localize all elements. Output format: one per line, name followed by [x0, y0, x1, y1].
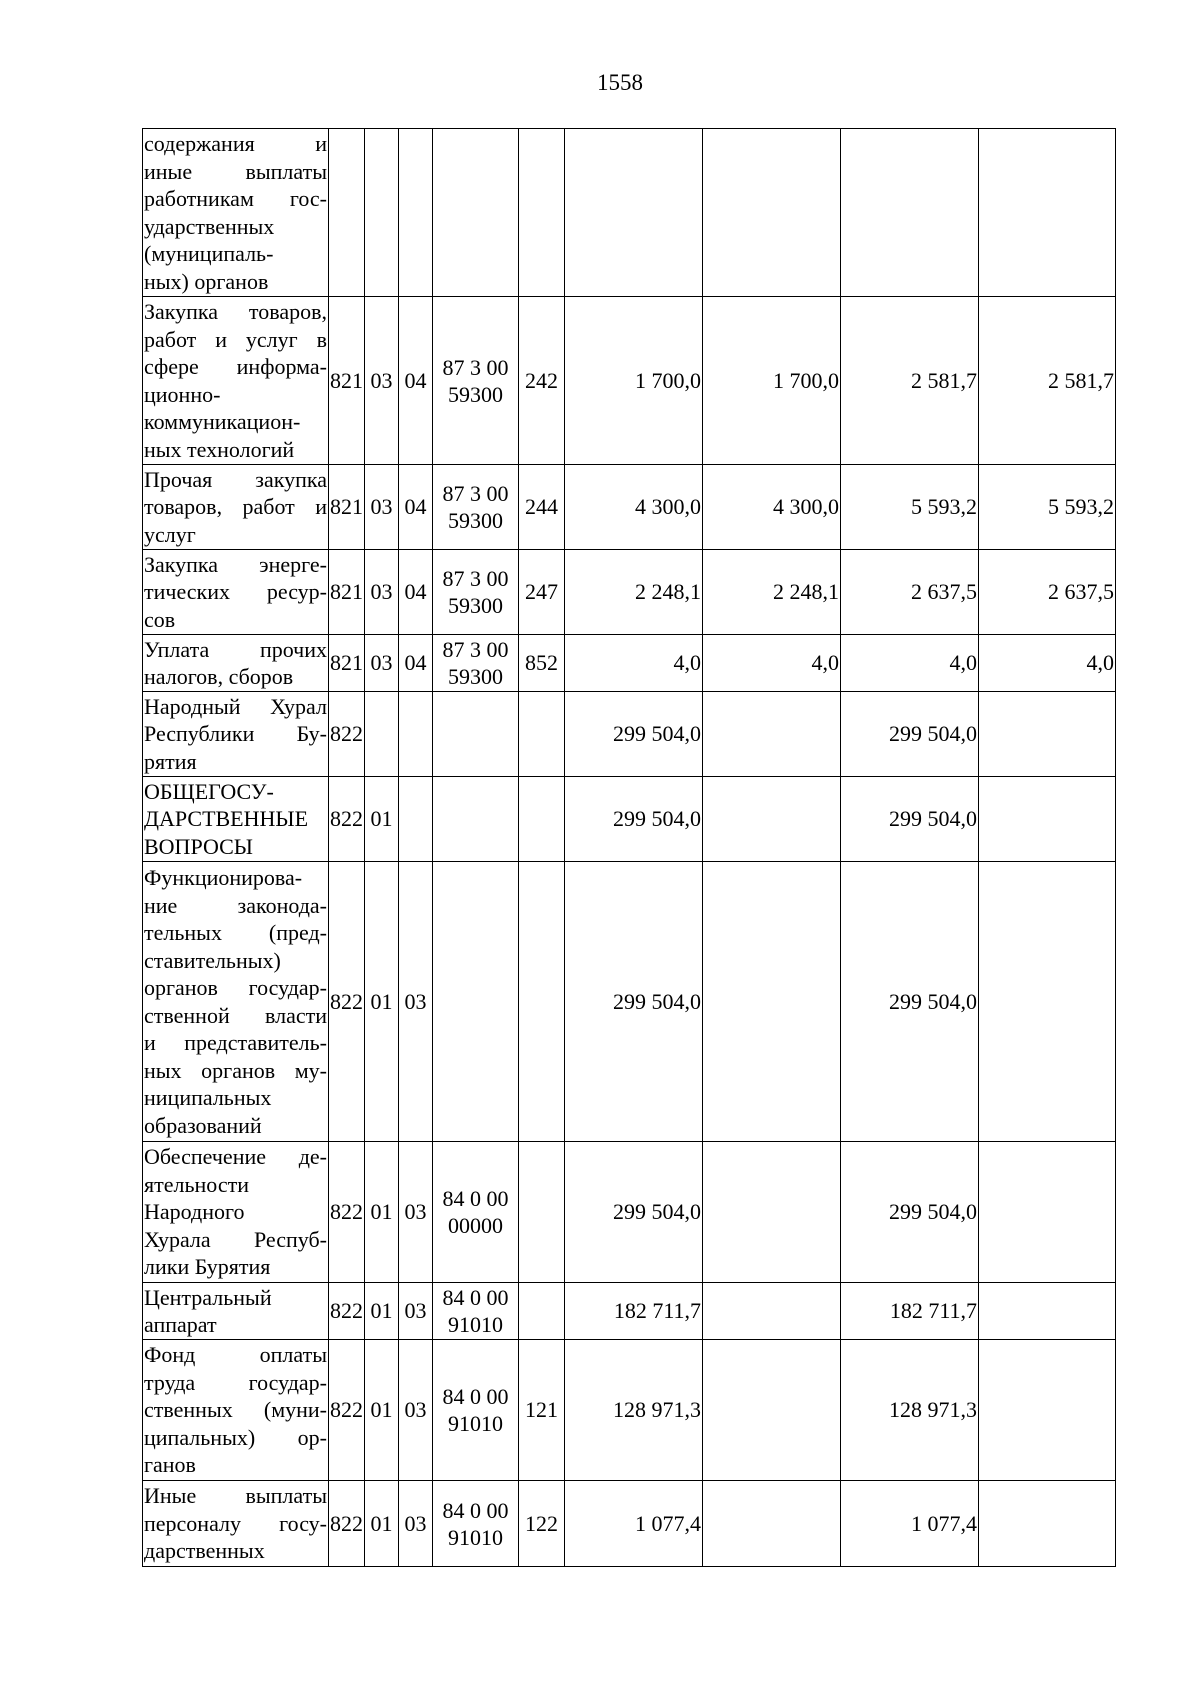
- row-name-line: ударственных: [144, 213, 275, 239]
- amount-2: [703, 1340, 841, 1481]
- row-name-line: и представитель-: [144, 1030, 327, 1055]
- amount-3: 5 593,2: [841, 465, 979, 550]
- table-row: [143, 1340, 1116, 1481]
- expense-type-code: 852: [519, 635, 565, 692]
- row-name-line: (муниципаль-: [144, 241, 274, 266]
- table-row: [143, 1142, 1116, 1283]
- row-name: [143, 777, 329, 862]
- grbs-code: 821: [329, 550, 365, 635]
- subsection-code: 04: [399, 550, 433, 635]
- subsection-code: 04: [399, 465, 433, 550]
- row-name-line: рятия: [144, 748, 197, 774]
- page-number: 1558: [597, 70, 643, 95]
- section-code: 01: [365, 862, 399, 1142]
- table-row: [143, 297, 1116, 465]
- target-article-code: [433, 129, 519, 297]
- section-code: 01: [365, 1283, 399, 1340]
- grbs-code: 822: [329, 1340, 365, 1481]
- subsection-code: 03: [399, 862, 433, 1142]
- amount-3: 2 581,7: [841, 297, 979, 465]
- grbs-code: 821: [329, 635, 365, 692]
- expense-type-code: [519, 862, 565, 1142]
- section-code: 03: [365, 550, 399, 635]
- row-name-line: ние законода-: [144, 892, 327, 918]
- subsection-code: 03: [399, 1142, 433, 1283]
- row-name: [143, 1283, 329, 1340]
- table-row: [143, 129, 1116, 297]
- budget-table: [142, 128, 1116, 1567]
- row-name-line: труда государ-: [144, 1369, 327, 1395]
- subsection-code: 04: [399, 297, 433, 465]
- row-name-line: ных технологий: [144, 436, 295, 462]
- row-name-line: ных органов му-: [144, 1057, 327, 1083]
- row-name-line: тельных (пред-: [144, 920, 327, 945]
- row-name-line: Закупка энерге-: [144, 551, 327, 577]
- row-name-line: сов: [144, 606, 176, 632]
- row-name-line: ственной власти: [144, 1002, 327, 1028]
- grbs-code: 821: [329, 465, 365, 550]
- expense-type-code: 244: [519, 465, 565, 550]
- amount-3: 299 504,0: [841, 692, 979, 777]
- table-row: [143, 777, 1116, 862]
- target-article-code: 87 3 00 59300: [433, 465, 519, 550]
- grbs-code: 822: [329, 1142, 365, 1283]
- expense-type-code: [519, 1142, 565, 1283]
- amount-2: [703, 1142, 841, 1283]
- row-name-line: Иные выплаты: [144, 1483, 327, 1509]
- expense-type-code: 247: [519, 550, 565, 635]
- row-name-line: ципальных) ор-: [144, 1424, 327, 1450]
- target-article-code: 84 0 00 91010: [433, 1481, 519, 1567]
- amount-3: 299 504,0: [841, 1142, 979, 1283]
- section-code: 03: [365, 297, 399, 465]
- row-name-line: тических ресур-: [144, 579, 327, 605]
- target-article-code: 87 3 00 59300: [433, 635, 519, 692]
- table-row: [143, 1283, 1116, 1340]
- subsection-code: 04: [399, 635, 433, 692]
- grbs-code: 822: [329, 862, 365, 1142]
- section-code: 01: [365, 777, 399, 862]
- row-name-line: Народный Хурал: [144, 693, 327, 719]
- expense-type-code: [519, 777, 565, 862]
- amount-1: [565, 129, 703, 297]
- section-code: [365, 129, 399, 297]
- subsection-code: 03: [399, 1283, 433, 1340]
- row-name-line: Уплата прочих: [144, 636, 327, 662]
- target-article-code: 87 3 00 59300: [433, 550, 519, 635]
- row-name-line: Фонд оплаты: [144, 1342, 327, 1368]
- subsection-code: 03: [399, 1481, 433, 1567]
- row-name-line: работ и услуг в: [144, 326, 327, 352]
- amount-2: [703, 1283, 841, 1340]
- amount-3: 128 971,3: [841, 1340, 979, 1481]
- row-name: [143, 862, 329, 1142]
- row-name-line: Закупка товаров,: [144, 299, 327, 324]
- amount-4: [979, 129, 1116, 297]
- subsection-code: [399, 692, 433, 777]
- row-name-line: Центральный: [144, 1284, 272, 1310]
- target-article-code: 84 0 00 91010: [433, 1283, 519, 1340]
- amount-2: [703, 692, 841, 777]
- target-article-code: 84 0 00 91010: [433, 1340, 519, 1481]
- row-name-line: Народного: [144, 1199, 245, 1225]
- expense-type-code: 122: [519, 1481, 565, 1567]
- amount-2: 4 300,0: [703, 465, 841, 550]
- row-name: [143, 692, 329, 777]
- amount-2: 1 700,0: [703, 297, 841, 465]
- section-code: 03: [365, 635, 399, 692]
- expense-type-code: 242: [519, 297, 565, 465]
- amount-1: 4 300,0: [565, 465, 703, 550]
- row-name-line: Хурала Респуб-: [144, 1226, 327, 1252]
- row-name-line: ятельности: [144, 1171, 249, 1197]
- row-name-line: содержания и: [144, 131, 327, 156]
- amount-2: [703, 777, 841, 862]
- amount-3: 182 711,7: [841, 1283, 979, 1340]
- section-code: 01: [365, 1142, 399, 1283]
- grbs-code: 821: [329, 297, 365, 465]
- row-name: [143, 550, 329, 635]
- amount-3: 1 077,4: [841, 1481, 979, 1567]
- amount-1: 299 504,0: [565, 862, 703, 1142]
- row-name: [143, 635, 329, 692]
- table-row: [143, 465, 1116, 550]
- row-name-line: органов государ-: [144, 975, 327, 1000]
- amount-2: [703, 862, 841, 1142]
- amount-4: 2 581,7: [979, 297, 1116, 465]
- amount-3: 4,0: [841, 635, 979, 692]
- amount-1: 1 077,4: [565, 1481, 703, 1567]
- section-code: 03: [365, 465, 399, 550]
- target-article-code: 84 0 00 00000: [433, 1142, 519, 1283]
- amount-4: [979, 777, 1116, 862]
- amount-3: 299 504,0: [841, 862, 979, 1142]
- grbs-code: 822: [329, 692, 365, 777]
- row-name-line: Обеспечение де-: [144, 1144, 327, 1170]
- expense-type-code: [519, 692, 565, 777]
- grbs-code: 822: [329, 1283, 365, 1340]
- row-name-line: ставительных): [144, 947, 281, 973]
- row-name: [143, 465, 329, 550]
- table-row: [143, 1481, 1116, 1567]
- row-name: [143, 297, 329, 465]
- amount-3: [841, 129, 979, 297]
- amount-4: [979, 1283, 1116, 1340]
- row-name-line: Республики Бу-: [144, 721, 327, 747]
- section-code: 01: [365, 1481, 399, 1567]
- amount-1: 4,0: [565, 635, 703, 692]
- row-name: [143, 1142, 329, 1283]
- row-name-line: работникам гос-: [144, 186, 327, 211]
- budget-table-body: [143, 129, 1116, 1567]
- table-row: [143, 692, 1116, 777]
- row-name-line: Функционирова-: [144, 865, 303, 890]
- row-name-line: ОБЩЕГОСУ-: [144, 778, 274, 804]
- row-name-line: услуг: [144, 521, 196, 547]
- amount-2: [703, 1481, 841, 1567]
- amount-3: 2 637,5: [841, 550, 979, 635]
- amount-4: [979, 862, 1116, 1142]
- row-name-line: ниципальных: [144, 1085, 272, 1110]
- amount-1: 299 504,0: [565, 777, 703, 862]
- row-name-line: ганов: [144, 1452, 196, 1478]
- row-name-line: ВОПРОСЫ: [144, 833, 253, 859]
- row-name-line: образований: [144, 1112, 262, 1138]
- amount-1: 299 504,0: [565, 1142, 703, 1283]
- expense-type-code: 121: [519, 1340, 565, 1481]
- target-article-code: 87 3 00 59300: [433, 297, 519, 465]
- row-name-line: ДАРСТВЕННЫЕ: [144, 806, 309, 832]
- row-name: [143, 1481, 329, 1567]
- target-article-code: [433, 777, 519, 862]
- amount-1: 1 700,0: [565, 297, 703, 465]
- amount-1: 2 248,1: [565, 550, 703, 635]
- amount-4: [979, 692, 1116, 777]
- row-name-line: налогов, сборов: [144, 664, 294, 689]
- amount-1: 299 504,0: [565, 692, 703, 777]
- amount-4: [979, 1481, 1116, 1567]
- section-code: [365, 692, 399, 777]
- row-name: [143, 1340, 329, 1481]
- row-name-line: коммуникацион-: [144, 409, 301, 434]
- target-article-code: [433, 692, 519, 777]
- row-name-line: сфере информа-: [144, 354, 327, 379]
- amount-4: 2 637,5: [979, 550, 1116, 635]
- row-name-line: лики Бурятия: [144, 1254, 271, 1280]
- amount-4: [979, 1142, 1116, 1283]
- grbs-code: [329, 129, 365, 297]
- subsection-code: 03: [399, 1340, 433, 1481]
- amount-1: 182 711,7: [565, 1283, 703, 1340]
- section-code: 01: [365, 1340, 399, 1481]
- expense-type-code: [519, 129, 565, 297]
- row-name-line: Прочая закупка: [144, 466, 327, 492]
- amount-4: 4,0: [979, 635, 1116, 692]
- row-name: [143, 129, 329, 297]
- table-row: [143, 862, 1116, 1142]
- subsection-code: [399, 777, 433, 862]
- amount-2: 4,0: [703, 635, 841, 692]
- amount-4: [979, 1340, 1116, 1481]
- row-name-line: ственных (муни-: [144, 1397, 327, 1423]
- amount-2: [703, 129, 841, 297]
- table-row: [143, 635, 1116, 692]
- subsection-code: [399, 129, 433, 297]
- row-name-line: персоналу госу-: [144, 1510, 327, 1536]
- expense-type-code: [519, 1283, 565, 1340]
- row-name-line: ционно-: [144, 381, 221, 407]
- row-name-line: дарственных: [144, 1538, 265, 1564]
- amount-1: 128 971,3: [565, 1340, 703, 1481]
- grbs-code: 822: [329, 1481, 365, 1567]
- row-name-line: иные выплаты: [144, 158, 327, 184]
- amount-4: 5 593,2: [979, 465, 1116, 550]
- row-name-line: ных) органов: [144, 268, 269, 294]
- amount-3: 299 504,0: [841, 777, 979, 862]
- amount-2: 2 248,1: [703, 550, 841, 635]
- grbs-code: 822: [329, 777, 365, 862]
- row-name-line: товаров, работ и: [144, 494, 327, 520]
- target-article-code: [433, 862, 519, 1142]
- table-row: [143, 550, 1116, 635]
- row-name-line: аппарат: [144, 1312, 217, 1337]
